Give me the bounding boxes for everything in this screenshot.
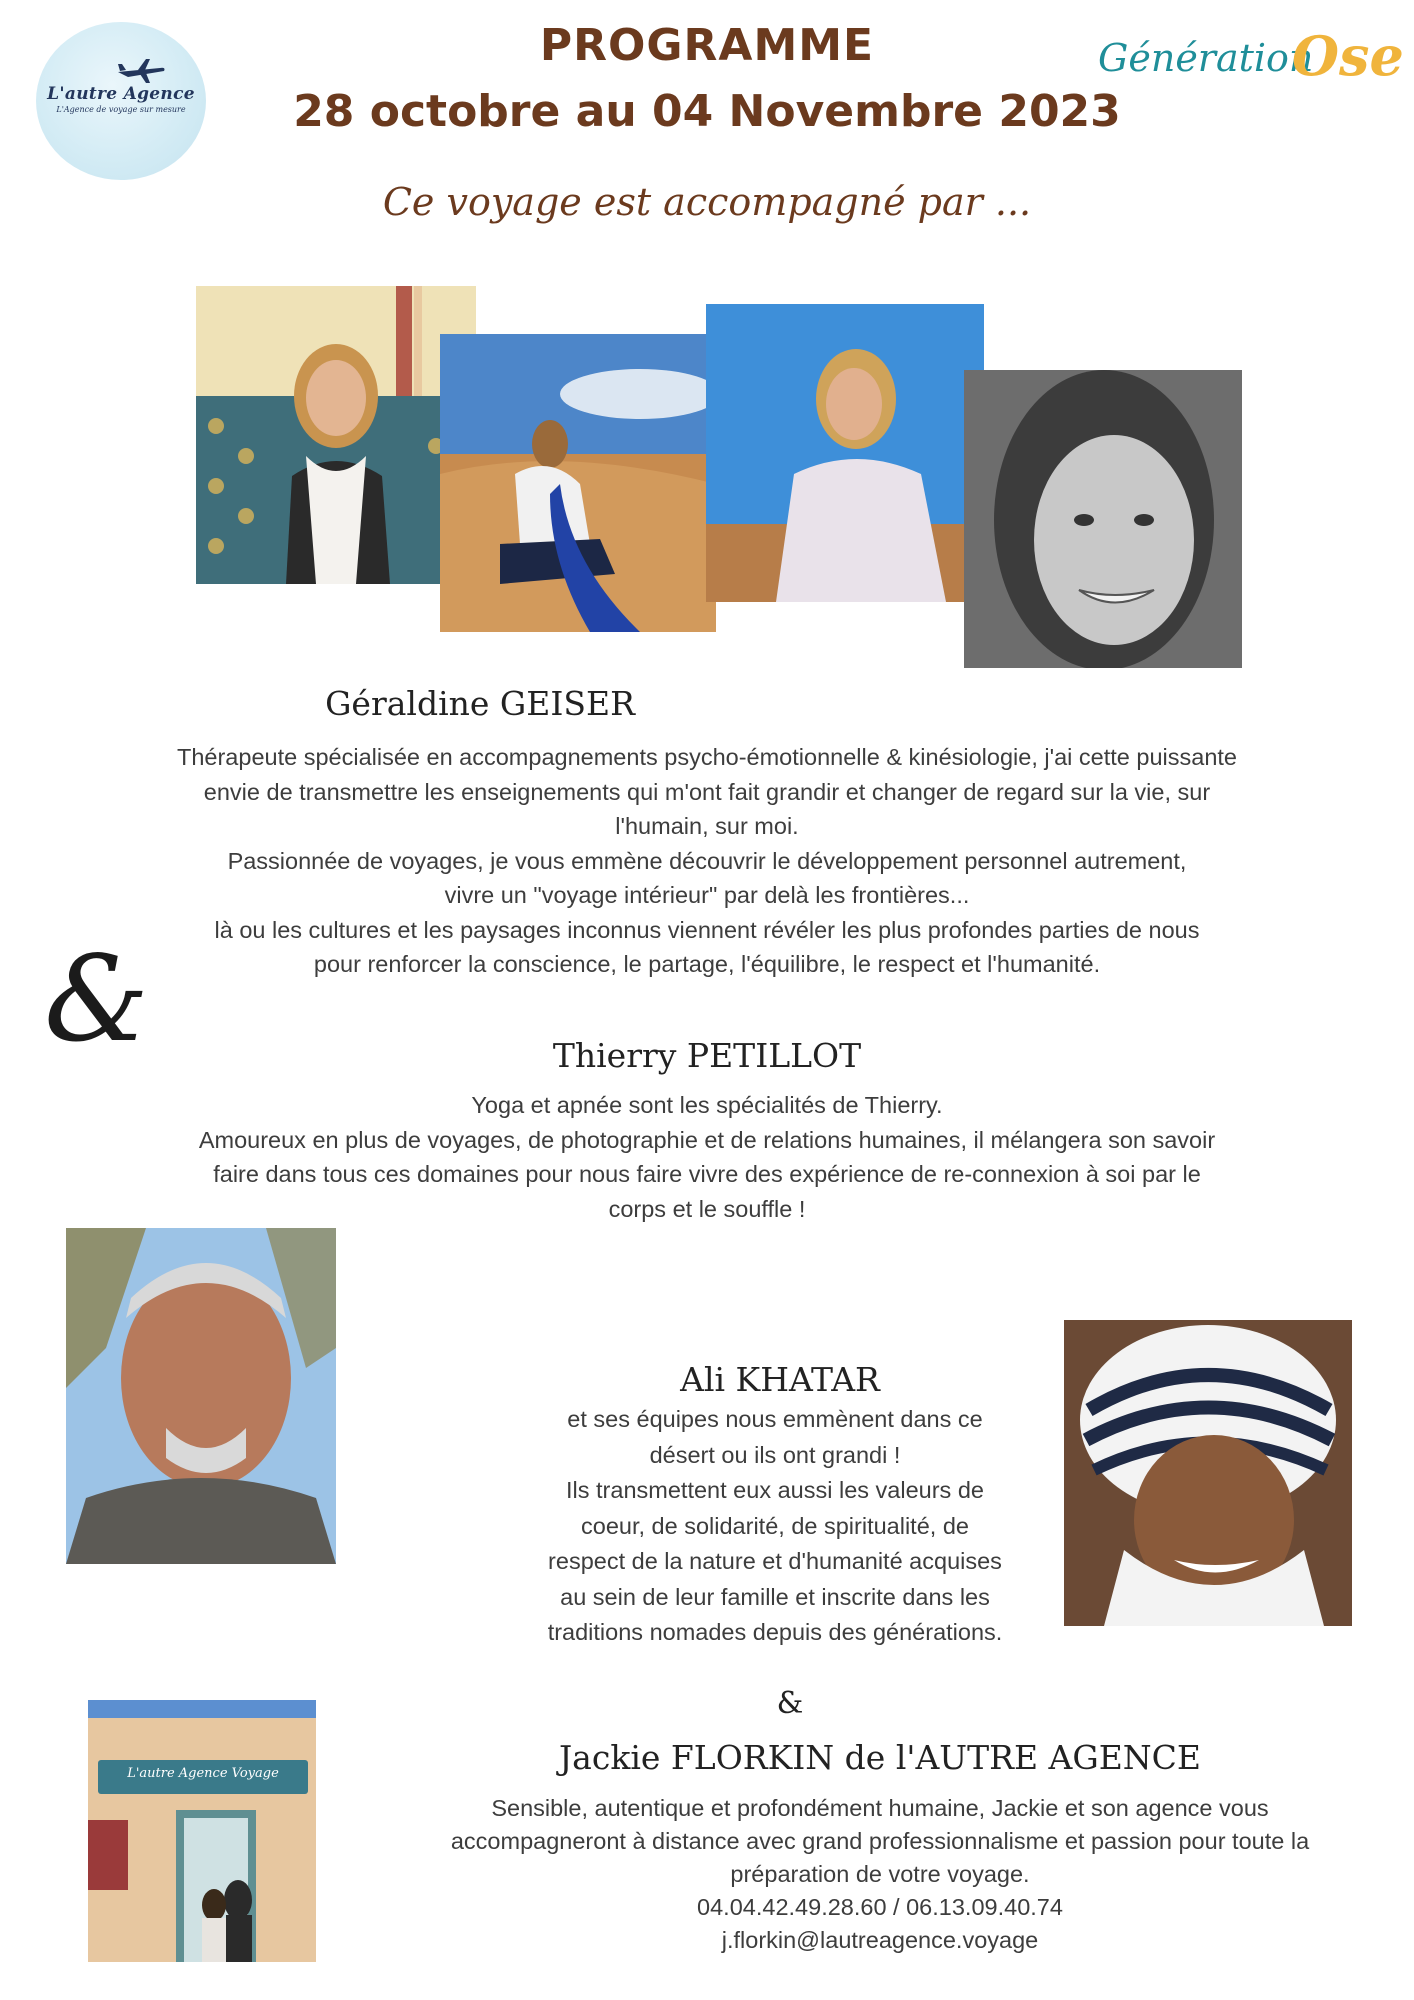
text-line: Yoga et apnée sont les spécialités de Thierry. (471, 1092, 943, 1118)
photo-geraldine-desert (440, 334, 716, 632)
text-line: Sensible, autentique et profondément humaine, Jackie et son agence vous (491, 1795, 1269, 1821)
text-line: au sein de leur famille et inscrite dans les (560, 1583, 990, 1610)
text-line: pour renforcer la conscience, le partage, l'équilibre, le respect et l'humanité. (313, 951, 1101, 977)
text-line: accompagneront à distance avec grand professionnalisme et passion pour toute la (450, 1828, 1310, 1854)
text-line: désert ou ils ont grandi ! (649, 1441, 901, 1468)
guide-name-ali: Ali KHATAR (680, 1360, 880, 1399)
text-line: vivre un "voyage intérieur" par delà les frontières... (444, 882, 970, 908)
brand-part-2: Ose (1292, 24, 1404, 88)
photo-agency-storefront (88, 1700, 316, 1962)
photo-ali (1064, 1320, 1352, 1626)
guide-name-thierry: Thierry PETILLOT (552, 1036, 862, 1075)
text-line: corps et le souffle ! (608, 1195, 806, 1222)
text-line: Passionnée de voyages, je vous emmène découvrir le développement personnel autrement, (227, 847, 1187, 874)
storefront-sign: L'autre Agence Voyage (127, 1766, 279, 1781)
photo-geraldine-mosaic (196, 286, 476, 584)
brand-logo (1098, 24, 1404, 114)
text-line: là ou les cultures et les paysages inconnus viennent révéler les plus profondes parties de nous (214, 916, 1200, 943)
guide-name-geraldine: Géraldine GEISER (325, 684, 635, 723)
text-line: faire dans tous ces domaines pour nous faire vivre des expérience de re-connexion à soi par le (213, 1161, 1201, 1187)
photo-geraldine-jacket (706, 304, 984, 602)
guide-bio-thierry (0, 1088, 1414, 1226)
email-address: j.florkin@lautreagence.voyage (721, 1927, 1039, 1953)
phone-numbers: 04.04.42.49.28.60 / 06.13.09.40.74 (697, 1894, 1063, 1920)
tagline: Ce voyage est accompagné par ... (382, 180, 1032, 224)
text-line: envie de transmettre les enseignements qui m'ont fait grandir et changer de regard sur la vie, sur (203, 778, 1211, 805)
guide-bio-jackie (330, 1792, 1414, 1957)
text-line: respect de la nature et d'humanité acquises (548, 1548, 1002, 1574)
guide-bio-geraldine (0, 740, 1414, 982)
guide-bio-ali (490, 1402, 1060, 1651)
brand-part-1: Génération (1098, 36, 1314, 80)
guide-name-jackie: Jackie FLORKIN de l'AUTRE AGENCE (558, 1738, 1202, 1777)
ampersand-small: & (776, 1686, 804, 1721)
photo-thierry (66, 1228, 336, 1564)
ampersand-decoration: & (44, 930, 150, 1068)
text-line: l'humain, sur moi. (615, 813, 799, 839)
logo-subtitle: L'Agence de voyage sur mesure (56, 105, 186, 114)
text-line: traditions nomades depuis des générations. (547, 1619, 1003, 1645)
text-line: Ils transmettent eux aussi les valeurs de (566, 1477, 984, 1503)
text-line: et ses équipes nous emmènent dans ce (567, 1406, 983, 1432)
date-range: 28 octobre au 04 Novembre 2023 (293, 86, 1121, 137)
logo-name: L'autre Agence (47, 84, 195, 104)
photo-geraldine-portrait (964, 370, 1242, 668)
page-title: PROGRAMME (539, 20, 875, 71)
text-line: coeur, de solidarité, de spiritualité, de (581, 1512, 969, 1539)
text-line: Thérapeute spécialisée en accompagnements psycho-émotionnelle & kinésiologie, j'ai cette puissante (176, 744, 1237, 770)
text-line: préparation de votre voyage. (730, 1861, 1030, 1887)
text-line: Amoureux en plus de voyages, de photographie et de relations humaines, il mélangera son savoir (198, 1126, 1216, 1153)
